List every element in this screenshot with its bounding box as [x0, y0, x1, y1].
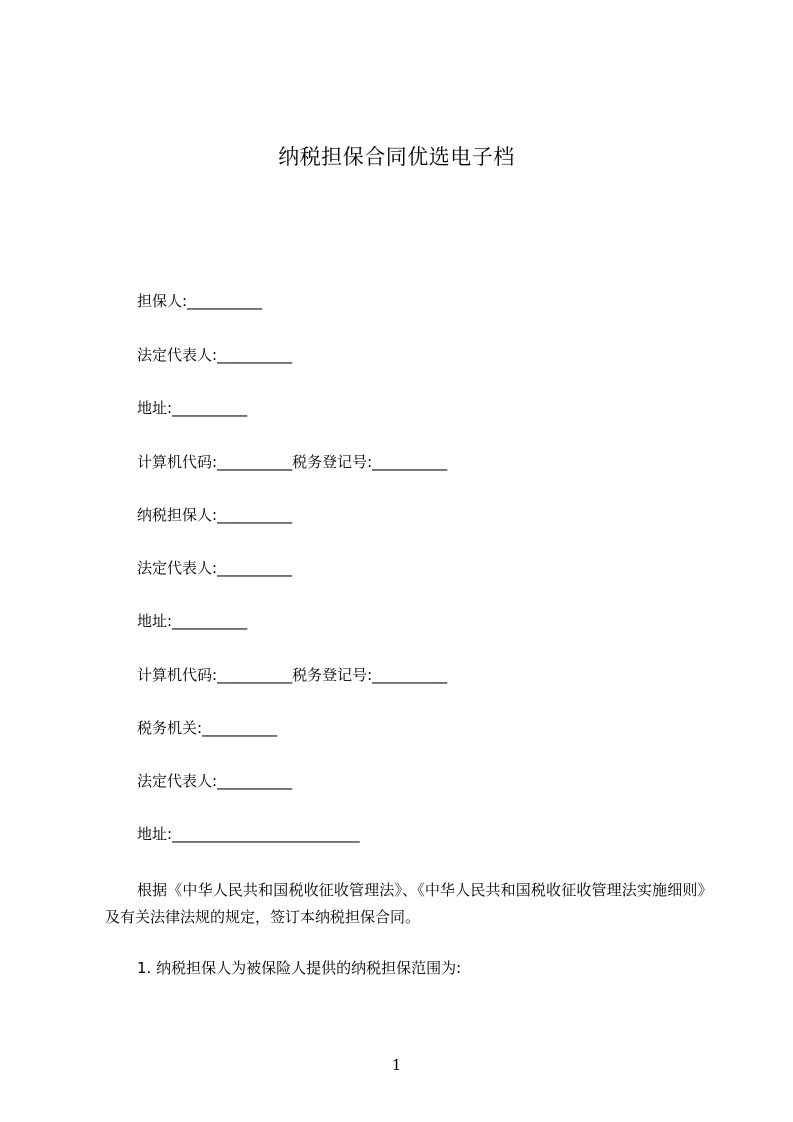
field-blank: __________ — [202, 719, 278, 737]
field-label: 地址: — [137, 399, 173, 417]
field-label: 计算机代码: — [137, 453, 218, 471]
field-label: 担保人: — [137, 292, 188, 310]
field-computer-code — [137, 665, 447, 685]
clause-1: 1. 纳税担保人为被保险人提供的纳税担保范围为: — [137, 959, 462, 977]
field-blank: __________ — [372, 666, 448, 684]
field-label-tax-registration: 税务登记号: — [292, 453, 373, 471]
document-title: 纳税担保合同优选电子档 — [278, 145, 515, 169]
field-label: 计算机代码: — [137, 666, 218, 684]
field-label: 法定代表人: — [137, 772, 218, 790]
field-blank: __________ — [372, 453, 448, 471]
field-label-tax-registration: 税务登记号: — [292, 666, 373, 684]
field-guarantor — [137, 291, 262, 311]
field-label: 税务机关: — [137, 719, 203, 737]
field-tax-guarantor — [137, 505, 292, 525]
field-label: 地址: — [137, 612, 173, 630]
field-computer-code — [137, 452, 447, 472]
field-label: 法定代表人: — [137, 559, 218, 577]
field-blank: __________ — [217, 559, 293, 577]
field-address — [137, 611, 247, 631]
field-blank: __________ — [172, 399, 248, 417]
field-blank: __________ — [217, 506, 293, 524]
field-label: 纳税担保人: — [137, 506, 218, 524]
page-number: 1 — [391, 1056, 402, 1074]
field-blank: __________ — [217, 453, 293, 471]
field-label: 法定代表人: — [137, 346, 218, 364]
field-blank: _________________________ — [172, 825, 360, 843]
field-blank: __________ — [217, 666, 293, 684]
field-tax-authority — [137, 718, 277, 738]
preamble-paragraph: 根据《中华人民共和国税收征收管理法》、《中华人民共和国税收征收管理法实施细则》及有关法律法规的规定，签订本纳税担保合同。 — [105, 881, 705, 926]
field-blank: __________ — [217, 772, 293, 790]
field-label: 地址: — [137, 825, 173, 843]
field-blank: __________ — [172, 612, 248, 630]
field-address — [137, 824, 360, 844]
field-address — [137, 398, 247, 418]
field-legal-representative — [137, 771, 292, 791]
field-blank: __________ — [217, 346, 293, 364]
field-legal-representative — [137, 345, 292, 365]
field-legal-representative — [137, 558, 292, 578]
field-blank: __________ — [187, 292, 263, 310]
